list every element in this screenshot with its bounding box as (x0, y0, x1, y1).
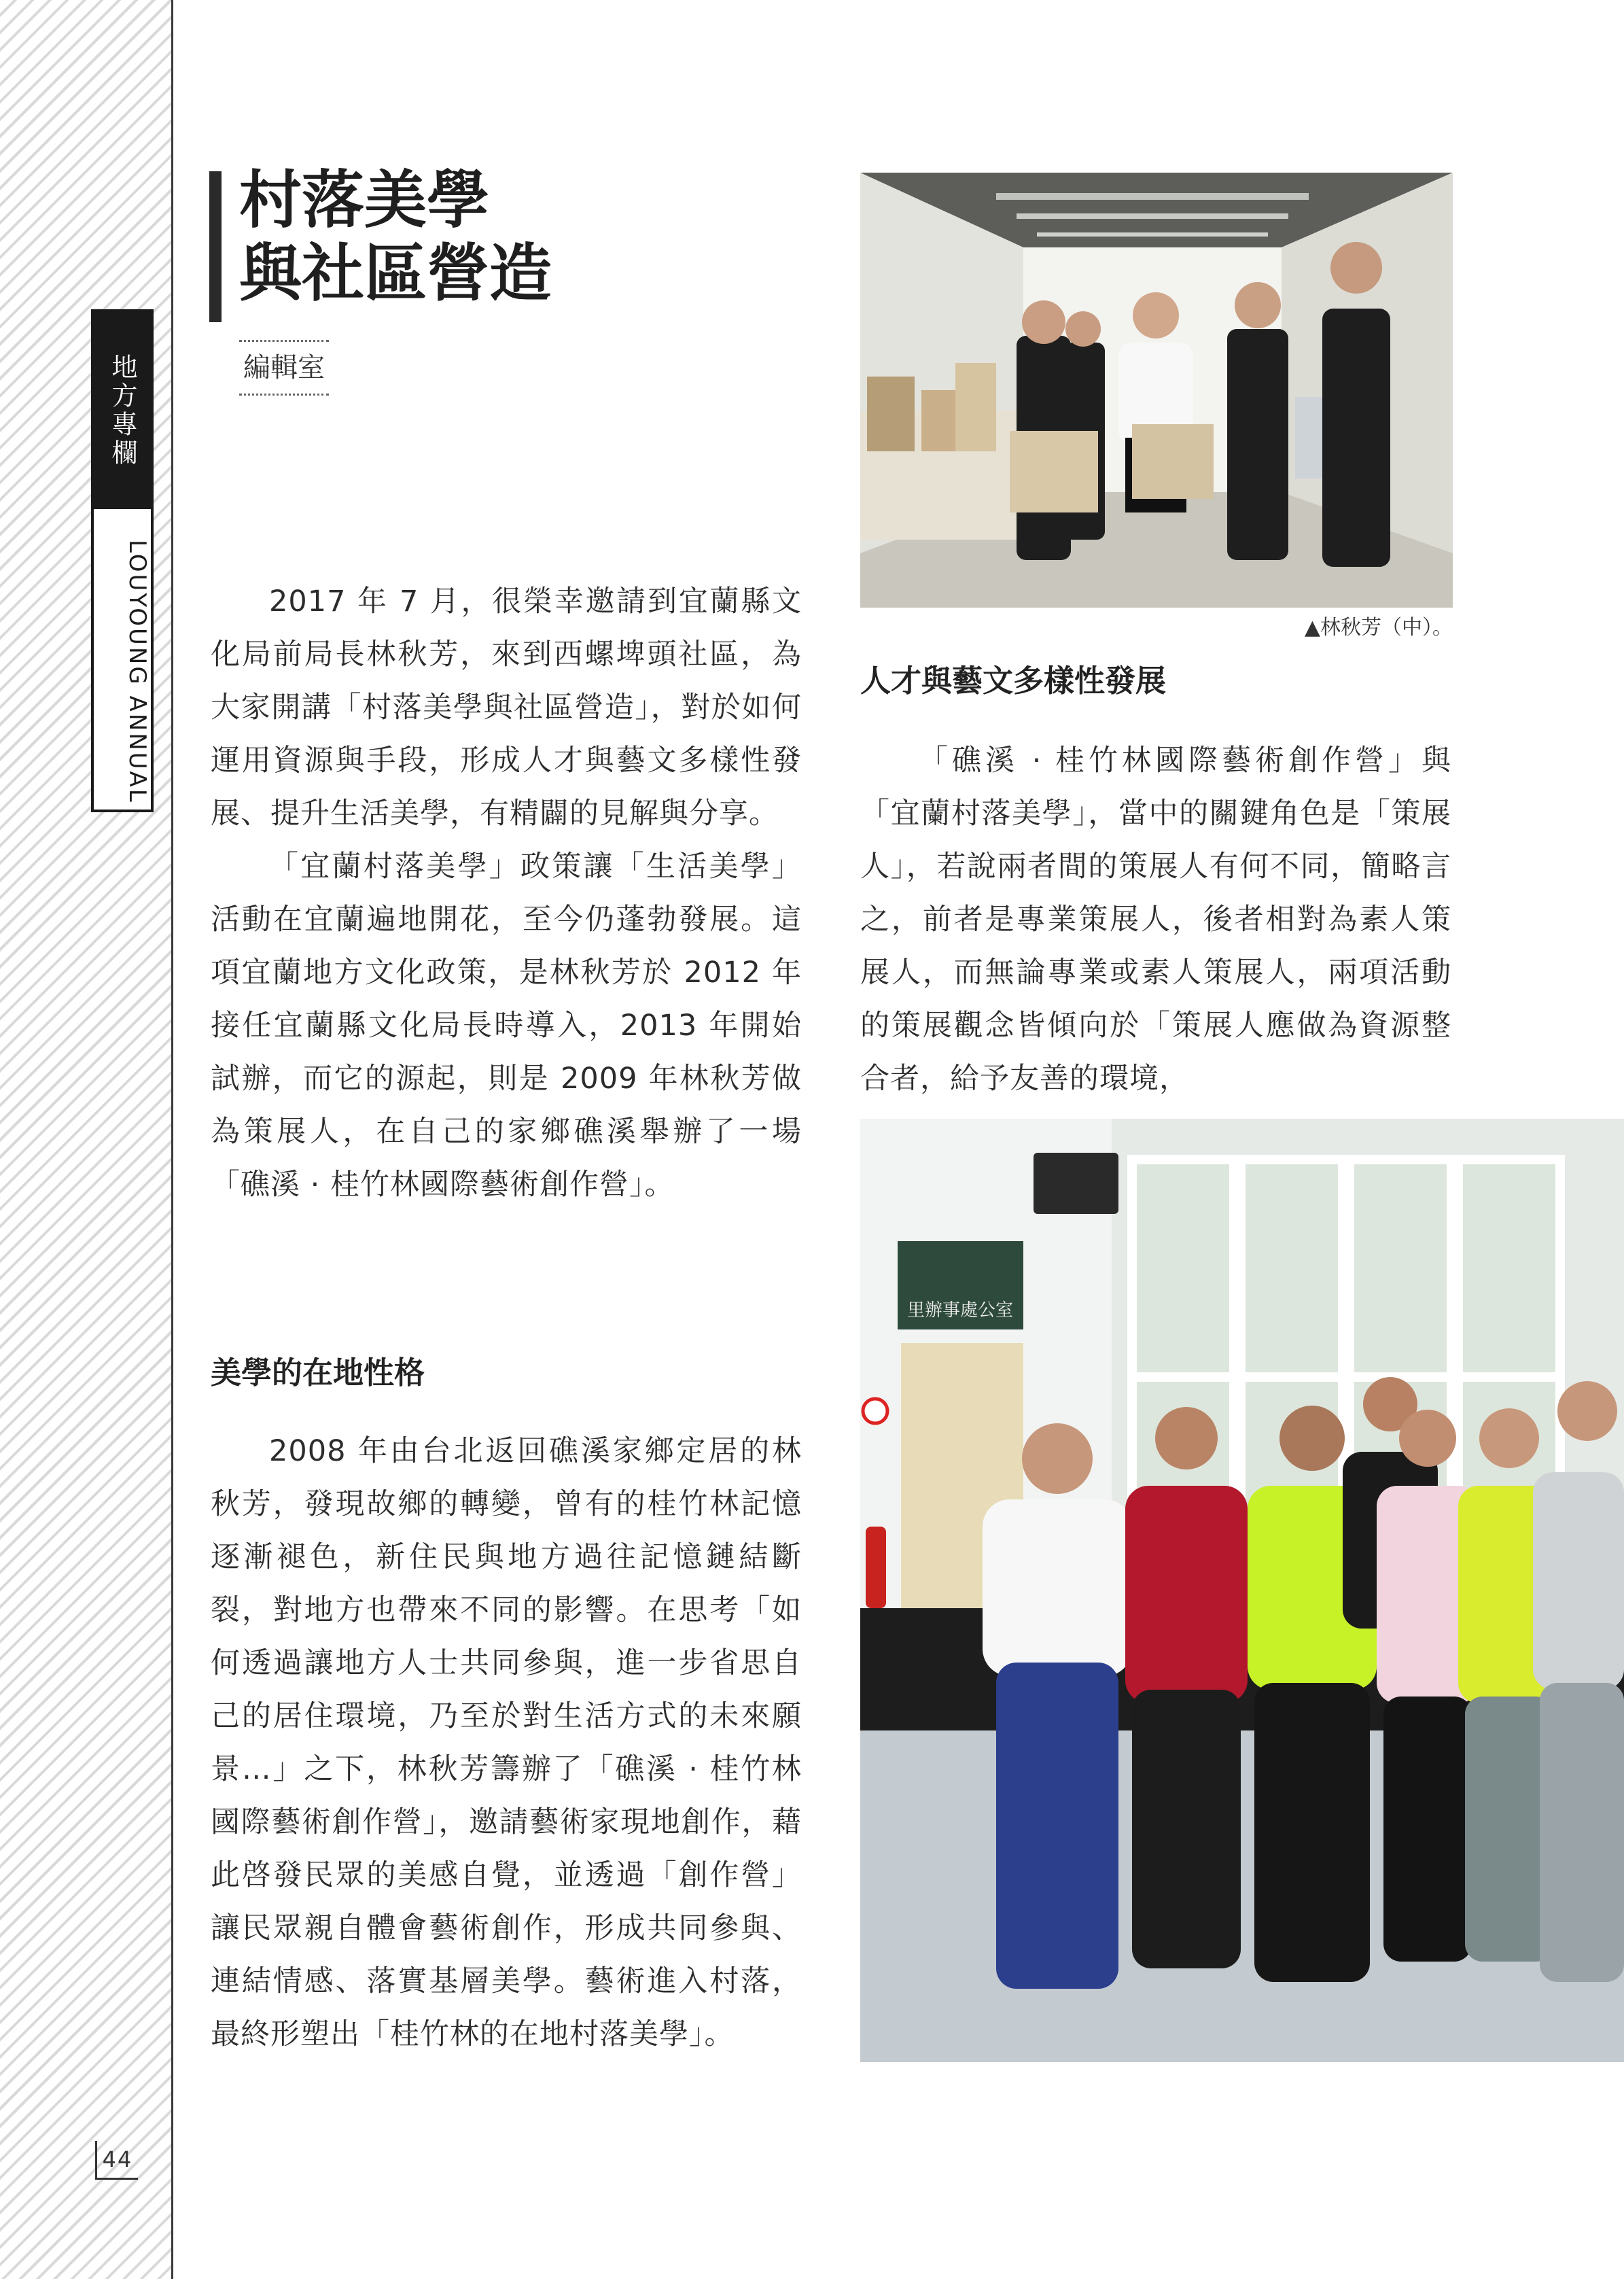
page-number: 44 (95, 2141, 138, 2180)
article-title (239, 163, 647, 310)
title-accent-bar (209, 171, 222, 322)
title-line-2: 與社區營造 (239, 237, 552, 310)
photo-exhibition-visit (860, 173, 1453, 608)
section-heading-talent-diversity: 人才與藝文多樣性發展 (860, 663, 1167, 699)
body-column-right (860, 734, 1451, 1105)
section-label: 地方專欄 (94, 312, 151, 509)
photo-exhibition-illustration (860, 173, 1453, 608)
body-column-left-bottom (211, 1425, 802, 2061)
photo-group-illustration (860, 1119, 1624, 2062)
magazine-name: LOUYOUNG ANNUAL (124, 539, 151, 804)
margin-divider-line (171, 0, 173, 2279)
office-sign-text: 里辦事處公室 (906, 1300, 1014, 1321)
section-heading-local-aesthetics: 美學的在地性格 (211, 1355, 425, 1391)
section-tab (91, 309, 154, 812)
body-column-left-top (211, 575, 802, 1211)
paragraph-3: 2008 年由台北返回礁溪家鄉定居的林秋芳，發現故鄉的轉變，曾有的桂竹林記憶逐漸褪色，新住民與地方過往記憶鏈結斷裂，對地方也帶來不同的影響。在思考「如何透過讓地方人士共同參與，進一步省思自己的居住環境，乃至於對生活方式的未來願景…」之下，林秋芳籌辦了「礁溪 · 桂竹林國際藝術創作營」，邀請藝術家現地創作，藉此啓發民眾的美感自覺，並透過「創作營」讓民眾親自體會藝術創作，形成共同參與、連結情感、落實基層美學。藝術進入村落，最終形塑出「桂竹林的在地村落美學」。 (211, 1434, 802, 2051)
paragraph-1: 2017 年 7 月，很榮幸邀請到宜蘭縣文化局前局長林秋芳，來到西螺埤頭社區，為大家開講「村落美學與社區營造」，對於如何運用資源與手段，形成人才與藝文多樣性發展、提升生活美學，有精闢的見解與分享。 (211, 585, 802, 831)
photo-caption: ▲林秋芳（中）。 (1304, 616, 1453, 640)
title-line-1: 村落美學 (239, 163, 490, 237)
paragraph-4: 「礁溪 · 桂竹林國際藝術創作營」與「宜蘭村落美學」，當中的關鍵角色是「策展人」，若說兩者間的策展人有何不同，簡略言之，前者是專業策展人，後者相對為素人策展人，而無論專業或素人策展人，兩項活動的策展觀念皆傾向於「策展人應做為資源整合者，給予友善的環境， (860, 744, 1451, 1096)
article-author: 編輯室 (239, 340, 329, 396)
paragraph-2: 「宜蘭村落美學」政策讓「生活美學」活動在宜蘭遍地開花，至今仍蓬勃發展。這項宜蘭地方文化政策，是林秋芳於 2012 年接任宜蘭縣文化局長時導入，2013 年開始試辦，而它的源起，則是 2009 年林秋芳做為策展人，在自己的家鄉礁溪舉辦了一場「礁溪 · 桂竹林國際藝術創作營」。 (211, 850, 802, 1202)
photo-group-community (860, 1119, 1624, 2062)
